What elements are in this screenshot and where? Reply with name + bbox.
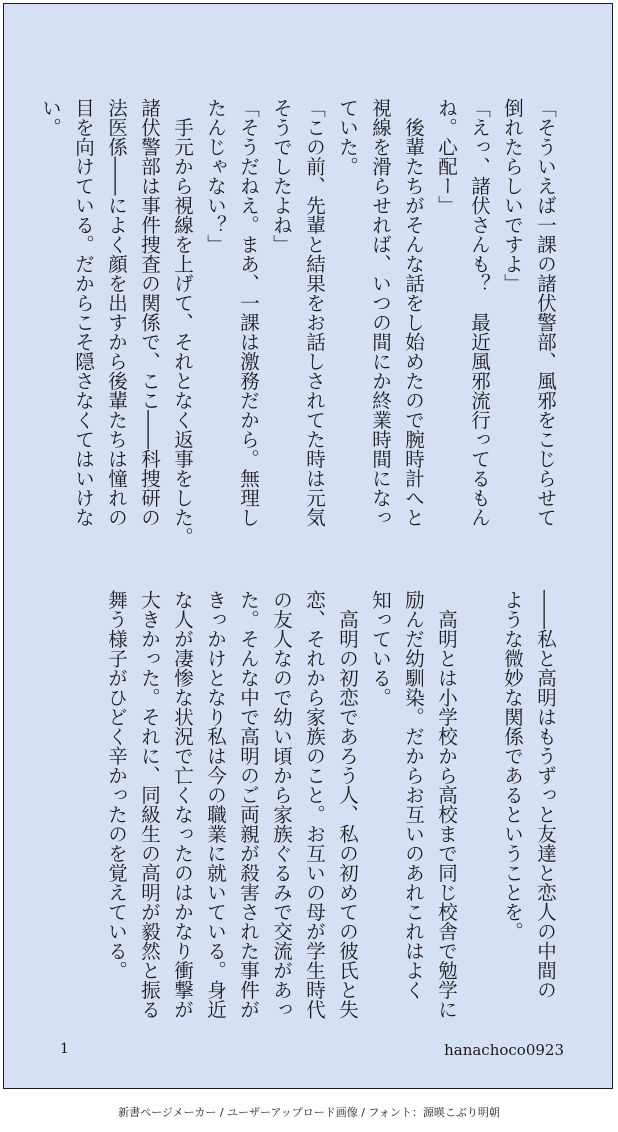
text-column: 大きかった。それに、同級生の高明が毅然と振る (138, 590, 161, 1019)
generator-credit: 新書ページメーカー / ユーザーアップロード画像 / フォント：源暎こぶり明朝 (118, 1106, 500, 1119)
text-column: 知っている。 (369, 590, 392, 707)
text-column: たんじゃない？」 (204, 98, 227, 254)
text-block-upper (34, 98, 562, 547)
manuscript-page (3, 3, 613, 1089)
text-column: 法医係――によく顔を出すから後輩たちは憧れの (105, 98, 128, 527)
text-column: 「この前、先輩と結果をお話しされてた時は元気 (303, 98, 326, 527)
text-column: 励んだ幼馴染。だからお互いのあれこれはよく (402, 590, 425, 1000)
text-column: 目を向けている。だからこそ隠さなくてはいけな (72, 98, 95, 527)
author-handle: hanachoco0923 (444, 1041, 564, 1059)
blank-column (463, 590, 496, 1026)
text-column: ていた。 (336, 98, 359, 176)
text-column: 諸伏警部は事件捜査の関係で、ここ――科捜研の (138, 98, 161, 527)
text-column: 高明の初恋であろう人、私の初めての彼氏と失 (336, 590, 359, 1019)
text-column: 恋、それから家族のこと。お互いの母が学生時代 (303, 590, 326, 1019)
text-column: い。 (39, 98, 62, 137)
text-column: 手元から視線を上げて、それとなく返事をした。 (171, 98, 194, 547)
text-column: た。そんな中で高明のご両親が殺害された事件が (237, 590, 260, 1019)
text-column: 後輩たちがそんな話をし始めたので腕時計へと (402, 98, 425, 527)
text-column: 視線を滑らせれば、いつの間にか終業時間になっ (369, 98, 392, 527)
text-column: 高明とは小学校から高校まで同じ校舎で勉学に (435, 590, 458, 1019)
text-column: 舞う様子がひどく辛かったのを覚えている。 (105, 590, 128, 980)
text-column: 「えっ、諸伏さんも？ 最近風邪流行ってるもん (468, 98, 491, 527)
text-column: 「そういえば一課の諸伏警部、風邪をこじらせて (534, 98, 557, 527)
text-column: きっかけとなり私は今の職業に就いている。身近 (204, 590, 227, 1019)
page-number: 1 (60, 1041, 69, 1057)
text-column: の友人なので幼い頃から家族ぐるみで交流があっ (270, 590, 293, 1019)
text-column: 「そうだねえ。まあ、一課は激務だから。無理し (237, 98, 260, 527)
text-column: な人が凄惨な状況で亡くなったのはかなり衝撃が (171, 590, 194, 1019)
text-block-lower (100, 590, 562, 1026)
text-column: ような微妙な関係であるということを。 (501, 590, 524, 941)
text-column: ね。心配ー」 (435, 98, 458, 215)
text-column: ――私と高明はもうずっと友達と恋人の中間の (534, 590, 557, 1000)
text-column: そうでしたよね」 (270, 98, 293, 254)
text-column: 倒れたらしいですよ」 (501, 98, 524, 293)
